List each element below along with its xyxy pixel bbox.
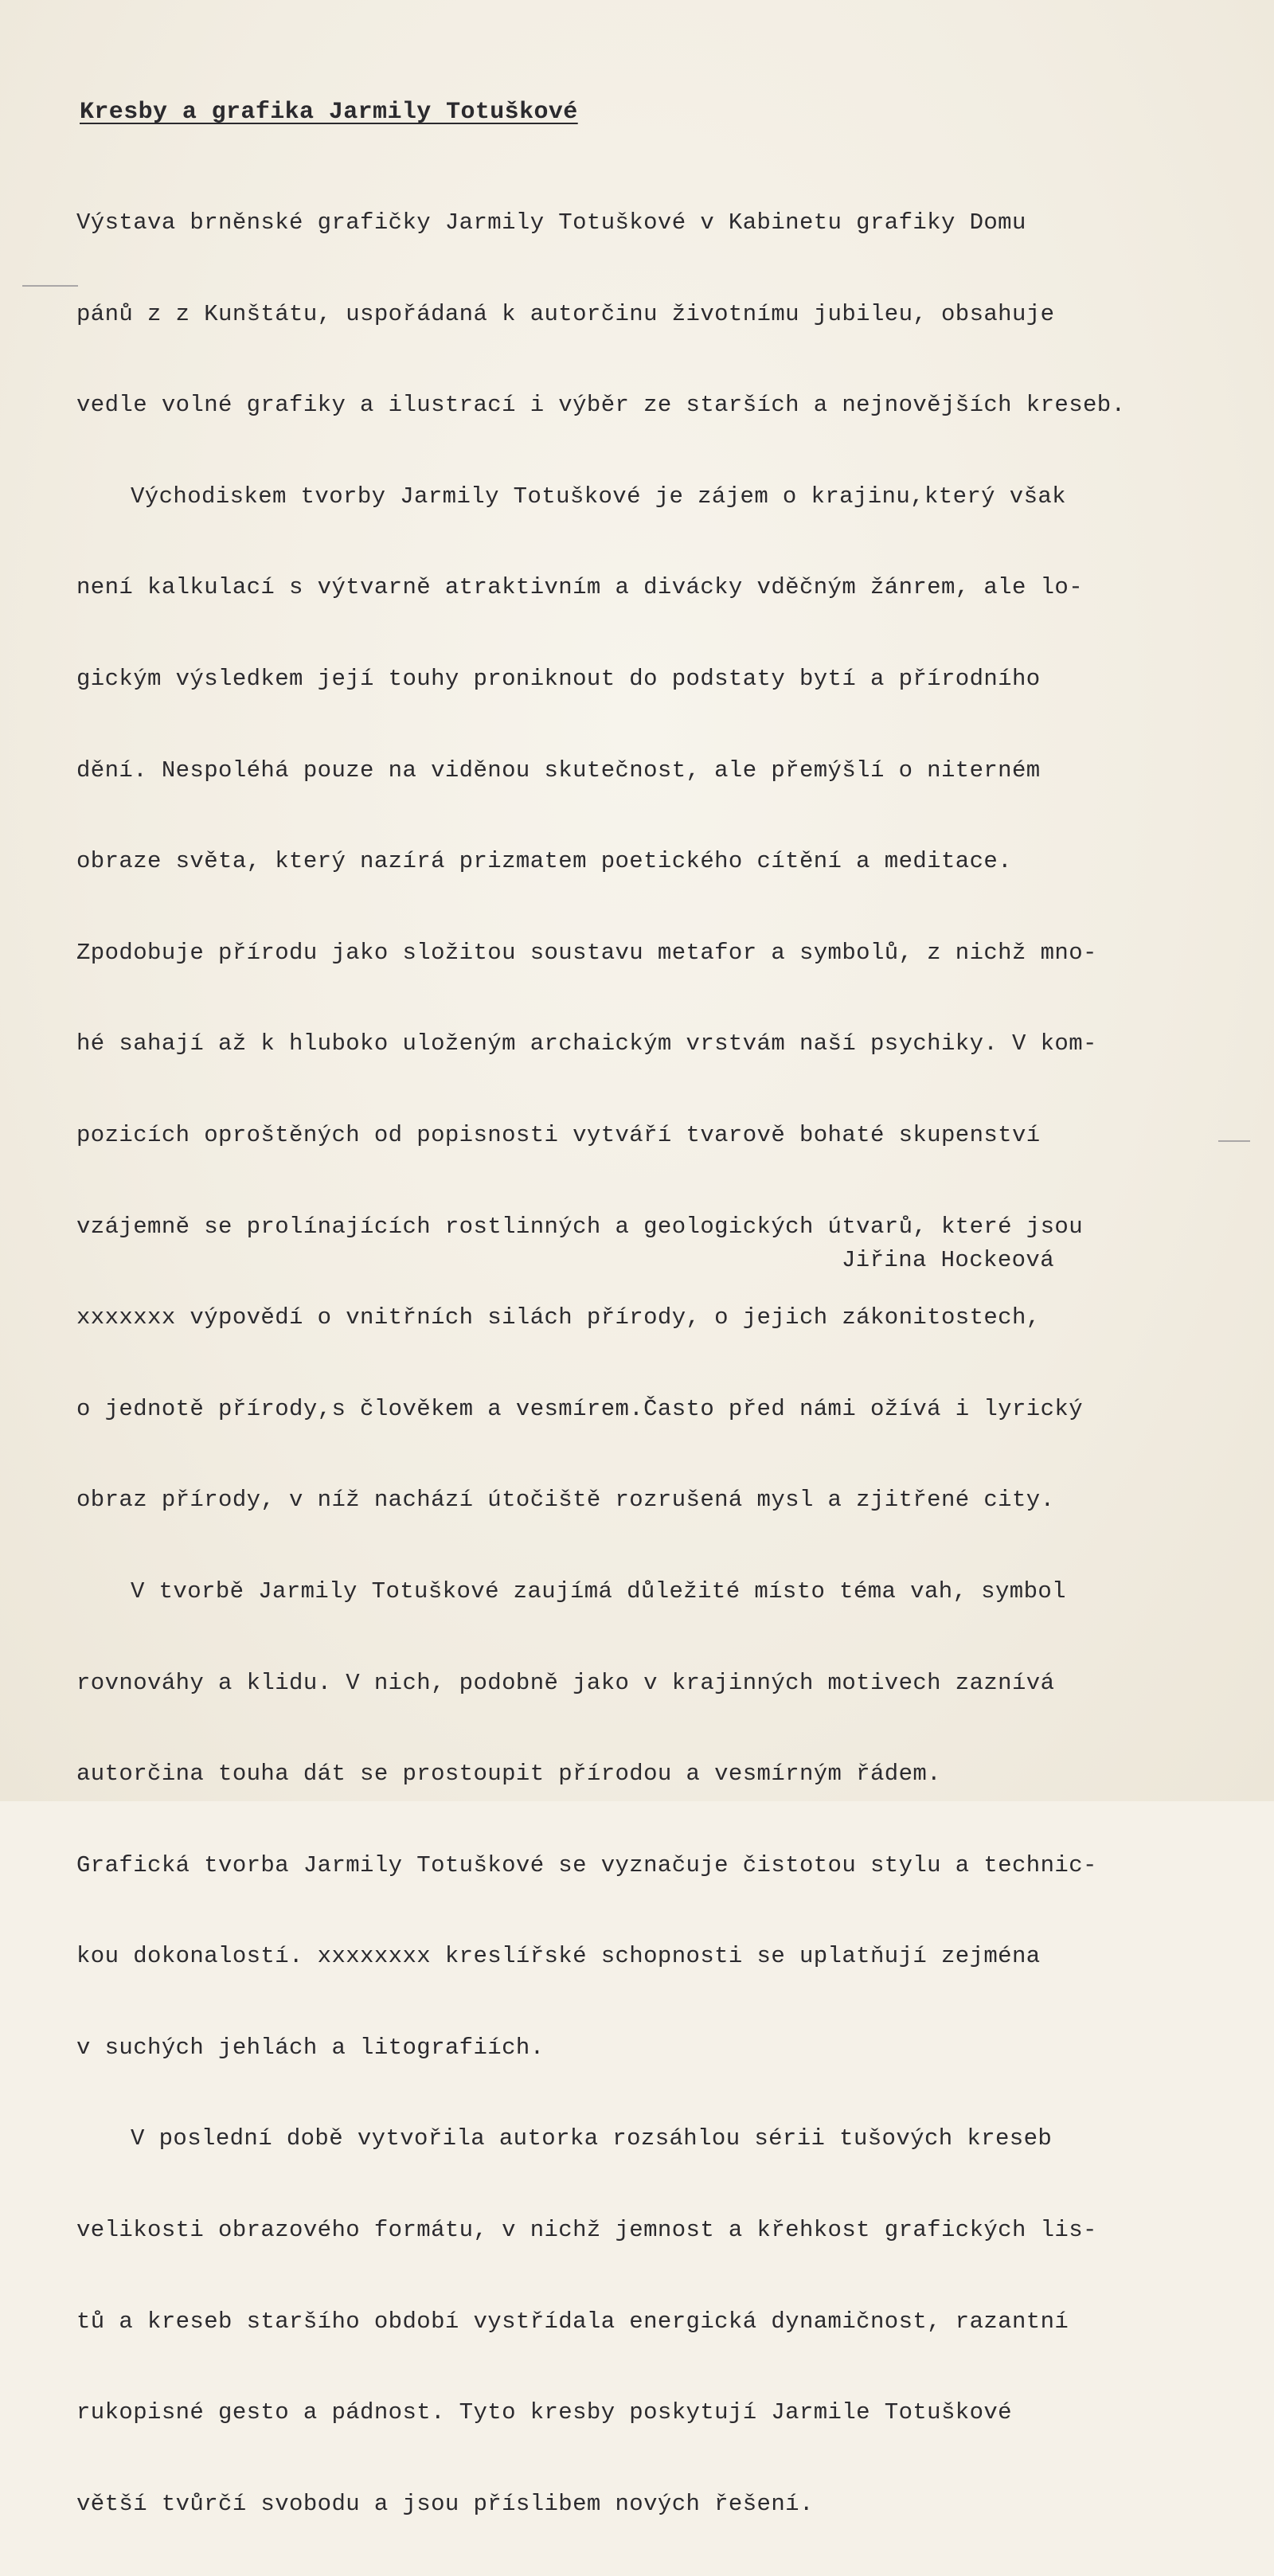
- text-line: Výstava brněnské grafičky Jarmily Totuškové v Kabinetu grafiky Domu: [76, 209, 1026, 236]
- text-line: dění. Nespoléhá pouze na viděnou skutečnost, ale přemýšlí o niterném: [76, 756, 1041, 784]
- document-title: Kresby a grafika Jarmily Totuškové: [80, 99, 578, 126]
- text-line: xxxxxxx výpovědí o vnitřních silách přírody, o jejich zákonitostech,: [76, 1304, 1041, 1331]
- text-line: obraz přírody, v níž nachází útočiště rozrušená mysl a zjitřené city.: [76, 1487, 1055, 1514]
- text-line: rukopisné gesto a pádnost. Tyto kresby poskytují Jarmile Totuškové: [76, 2399, 1012, 2426]
- text-line: autorčina touha dát se prostoupit přírodou a vesmírným řádem.: [76, 1761, 941, 1788]
- text-line: kou dokonalostí. xxxxxxxx kreslířské schopnosti se uplatňují zejména: [76, 1943, 1041, 1970]
- text-line: hé sahají až k hluboko uloženým archaickým vrstvám naší psychiky. V kom-: [76, 1030, 1097, 1057]
- text-line: pozicích oproštěných od popisnosti vytváří tvarově bohaté skupenství: [76, 1121, 1041, 1148]
- text-line: V tvorbě Jarmily Totuškové zaujímá důležité místo téma vah, symbol: [131, 1577, 1066, 1605]
- text-line: vzájemně se prolínajících rostlinných a geologických útvarů, které jsou: [76, 1213, 1084, 1240]
- text-line: o jednotě přírody,s člověkem a vesmírem.Často před námi ožívá i lyrický: [76, 1395, 1084, 1422]
- text-line: V poslední době vytvořila autorka rozsáhlou sérii tušových kreseb: [131, 2125, 1053, 2152]
- text-line: tů a kreseb staršího období vystřídala energická dynamičnost, razantní: [76, 2308, 1069, 2335]
- text-line: větší tvůrčí svobodu a jsou příslibem nových řešení.: [76, 2490, 814, 2517]
- text-line: obraze světa, který nazírá prizmatem poetického cítění a meditace.: [76, 848, 1012, 875]
- document-body: [76, 151, 1125, 2576]
- text-line: není kalkulací s výtvarně atraktivním a divácky vděčným žánrem, ale lo-: [76, 574, 1084, 601]
- text-line: Grafická tvorba Jarmily Totuškové se vyznačuje čistotou stylu a technic-: [76, 1851, 1097, 1878]
- text-line: Východiskem tvorby Jarmily Totuškové je zájem o krajinu,který však: [131, 483, 1066, 510]
- text-line: pánů z z Kunštátu, uspořádaná k autorčinu životnímu jubileu, obsahuje: [76, 300, 1055, 327]
- text-line: vedle volné grafiky a ilustrací i výběr ze starších a nejnovějších kreseb.: [76, 392, 1126, 419]
- text-line: velikosti obrazového formátu, v nichž jemnost a křehkost grafických lis-: [76, 2217, 1097, 2244]
- margin-mark-right: [1218, 1140, 1250, 1142]
- text-line: rovnováhy a klidu. V nich, podobně jako v krajinných motivech zaznívá: [76, 1669, 1055, 1696]
- margin-mark-left: [22, 285, 78, 287]
- text-line: Zpodobuje přírodu jako složitou soustavu metafor a symbolů, z nichž mno-: [76, 939, 1097, 966]
- text-line: gickým výsledkem její touhy proniknout do podstaty bytí a přírodního: [76, 665, 1041, 692]
- text-line: v suchých jehlách a litografiích.: [76, 2034, 545, 2061]
- signature: Jiřina Hockeová: [842, 1247, 1055, 1273]
